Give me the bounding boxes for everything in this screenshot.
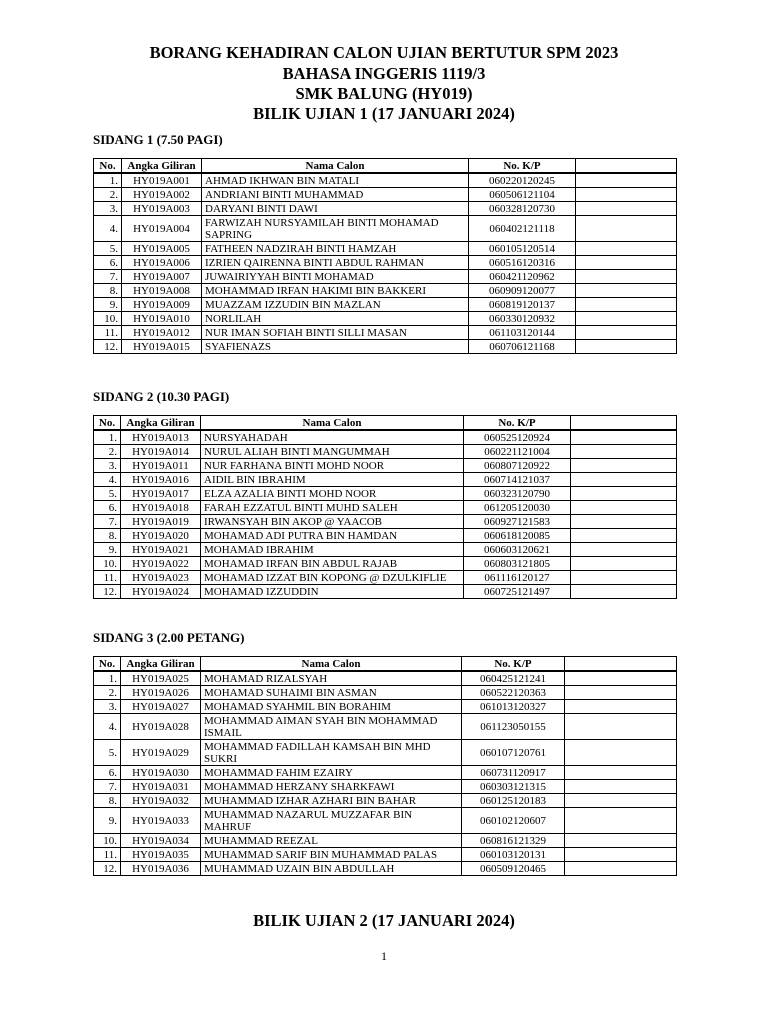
table-row [94,242,676,256]
table-row [94,431,676,445]
room-title: BILIK UJIAN 1 (17 JANUARI 2024) [253,104,515,123]
no-kp: 060323120790 [464,487,571,501]
header-row [94,159,676,174]
header-no-kp: No. K/P [464,416,571,431]
session-2-table [93,415,677,599]
nama-calon: FATHEEN NADZIRAH BINTI HAMZAH [202,242,469,256]
no-kp: 060425121241 [462,672,565,686]
angka-giliran: HY019A018 [121,501,201,515]
header-angka-giliran: Angka Giliran [121,657,201,672]
signature-cell [571,515,676,529]
no-kp: 060105120514 [469,242,576,256]
row-number: 9. [94,543,121,557]
row-number: 6. [94,766,121,780]
table-row [94,515,676,529]
nama-calon: MOHAMAD RIZALSYAH [201,672,462,686]
row-number: 2. [94,686,121,700]
signature-cell [571,431,676,445]
row-number: 3. [94,202,122,216]
angka-giliran: HY019A017 [121,487,201,501]
nama-calon: MOHAMAD IRFAN BIN ABDUL RAJAB [201,557,464,571]
row-number: 5. [94,487,121,501]
no-kp: 060803121805 [464,557,571,571]
nama-calon: NUR FARHANA BINTI MOHD NOOR [201,459,464,473]
no-kp: 060506121104 [469,188,576,202]
signature-cell [565,740,676,766]
signature-cell [576,312,676,326]
signature-cell [571,459,676,473]
angka-giliran: HY019A012 [122,326,202,340]
no-kp: 060402121118 [469,216,576,242]
no-kp: 060421120962 [469,270,576,284]
table-row [94,473,676,487]
table-row [94,326,676,340]
header-angka-giliran: Angka Giliran [122,159,202,174]
no-kp: 060816121329 [462,834,565,848]
no-kp: 060618120085 [464,529,571,543]
nama-calon: NORLILAH [202,312,469,326]
row-number: 2. [94,445,121,459]
row-number: 4. [94,216,122,242]
signature-cell [571,585,676,598]
header-blank [571,416,676,431]
angka-giliran: HY019A032 [121,794,201,808]
table-header [94,159,676,174]
row-number: 9. [94,808,121,834]
table-row [94,487,676,501]
nama-calon: MOHAMAD ADI PUTRA BIN HAMDAN [201,529,464,543]
signature-cell [576,326,676,340]
angka-giliran: HY019A034 [121,834,201,848]
nama-calon: MUHAMMAD IZHAR AZHARI BIN BAHAR [201,794,462,808]
table-header [94,657,676,672]
header-blank [565,657,676,672]
header-no-kp: No. K/P [462,657,565,672]
no-kp: 060330120932 [469,312,576,326]
row-number: 10. [94,557,121,571]
row-number: 3. [94,700,121,714]
nama-calon: NURUL ALIAH BINTI MANGUMMAH [201,445,464,459]
session-3-title: SIDANG 3 (2.00 PETANG) [93,630,245,645]
no-kp: 060819120137 [469,298,576,312]
school-title: SMK BALUNG (HY019) [295,84,473,103]
table-row [94,284,676,298]
nama-calon: MOHAMMAD FAHIM EZAIRY [201,766,462,780]
angka-giliran: HY019A005 [122,242,202,256]
no-kp: 060328120730 [469,202,576,216]
angka-giliran: HY019A007 [122,270,202,284]
table-row [94,202,676,216]
angka-giliran: HY019A016 [121,473,201,487]
table-row [94,834,676,848]
row-number: 3. [94,459,121,473]
no-kp: 060725121497 [464,585,571,598]
signature-cell [571,543,676,557]
signature-cell [576,256,676,270]
nama-calon: SYAFIENAZS [202,340,469,353]
table-row [94,686,676,700]
no-kp: 060303121315 [462,780,565,794]
row-number: 4. [94,714,121,740]
nama-calon: MOHAMAD SYAHMIL BIN BORAHIM [201,700,462,714]
row-number: 1. [94,672,121,686]
no-kp: 061013120327 [462,700,565,714]
header-no: No. [94,416,121,431]
row-number: 5. [94,242,122,256]
nama-calon: FARAH EZZATUL BINTI MUHD SALEH [201,501,464,515]
row-number: 12. [94,862,121,875]
nama-calon: MUHAMMAD REEZAL [201,834,462,848]
row-number: 5. [94,740,121,766]
signature-cell [576,174,676,188]
table-body [94,431,676,598]
table-row [94,312,676,326]
row-number: 1. [94,431,121,445]
nama-calon: NUR IMAN SOFIAH BINTI SILLI MASAN [202,326,469,340]
row-number: 8. [94,284,122,298]
nama-calon: MOHAMAD IZZUDDIN [201,585,464,598]
signature-cell [576,216,676,242]
row-number: 4. [94,473,121,487]
row-number: 12. [94,585,121,598]
no-kp: 060603120621 [464,543,571,557]
table-row [94,672,676,686]
table-row [94,529,676,543]
header-row [94,416,676,431]
row-number: 10. [94,312,122,326]
table-row [94,340,676,353]
signature-cell [576,298,676,312]
angka-giliran: HY019A029 [121,740,201,766]
no-kp: 060125120183 [462,794,565,808]
angka-giliran: HY019A030 [121,766,201,780]
no-kp: 060103120131 [462,848,565,862]
angka-giliran: HY019A026 [121,686,201,700]
nama-calon: MOHAMAD SUHAIMI BIN ASMAN [201,686,462,700]
table-body [94,672,676,875]
row-number: 9. [94,298,122,312]
table-row [94,848,676,862]
table-row [94,459,676,473]
nama-calon: MOHAMMAD HERZANY SHARKFAWI [201,780,462,794]
angka-giliran: HY019A003 [122,202,202,216]
no-kp: 060706121168 [469,340,576,353]
row-number: 6. [94,501,121,515]
signature-cell [565,700,676,714]
header-no: No. [94,159,122,174]
table-row [94,543,676,557]
angka-giliran: HY019A001 [122,174,202,188]
no-kp: 060927121583 [464,515,571,529]
header-blank [576,159,676,174]
angka-giliran: HY019A010 [122,312,202,326]
angka-giliran: HY019A004 [122,216,202,242]
no-kp: 061205120030 [464,501,571,515]
nama-calon: MOHAMMAD AIMAN SYAH BIN MOHAMMAD ISMAIL [201,714,462,740]
room-2-title: BILIK UJIAN 2 (17 JANUARI 2024) [253,911,515,930]
angka-giliran: HY019A035 [121,848,201,862]
nama-calon: MUHAMMAD NAZARUL MUZZAFAR BIN MAHRUF [201,808,462,834]
angka-giliran: HY019A025 [121,672,201,686]
signature-cell [571,473,676,487]
nama-calon: MUHAMMAD UZAIN BIN ABDULLAH [201,862,462,875]
angka-giliran: HY019A011 [121,459,201,473]
nama-calon: IZRIEN QAIRENNA BINTI ABDUL RAHMAN [202,256,469,270]
nama-calon: IRWANSYAH BIN AKOP @ YAACOB [201,515,464,529]
nama-calon: MOHAMAD IBRAHIM [201,543,464,557]
angka-giliran: HY019A033 [121,808,201,834]
row-number: 8. [94,529,121,543]
header-nama-calon: Nama Calon [202,159,469,174]
header-row [94,657,676,672]
header-no-kp: No. K/P [469,159,576,174]
signature-cell [565,808,676,834]
table-row [94,700,676,714]
nama-calon: AIDIL BIN IBRAHIM [201,473,464,487]
table-row [94,270,676,284]
signature-cell [576,340,676,353]
angka-giliran: HY019A021 [121,543,201,557]
table-row [94,794,676,808]
table-row [94,585,676,598]
nama-calon: AHMAD IKHWAN BIN MATALI [202,174,469,188]
signature-cell [565,686,676,700]
no-kp: 060221121004 [464,445,571,459]
session-1-title: SIDANG 1 (7.50 PAGI) [93,132,223,147]
signature-cell [571,529,676,543]
no-kp: 061116120127 [464,571,571,585]
signature-cell [576,202,676,216]
nama-calon: NURSYAHADAH [201,431,464,445]
nama-calon: MUAZZAM IZZUDIN BIN MAZLAN [202,298,469,312]
angka-giliran: HY019A009 [122,298,202,312]
row-number: 7. [94,515,121,529]
no-kp: 061103120144 [469,326,576,340]
angka-giliran: HY019A036 [121,862,201,875]
nama-calon: ELZA AZALIA BINTI MOHD NOOR [201,487,464,501]
no-kp: 061123050155 [462,714,565,740]
signature-cell [571,487,676,501]
row-number: 7. [94,780,121,794]
angka-giliran: HY019A013 [121,431,201,445]
nama-calon: MUHAMMAD SARIF BIN MUHAMMAD PALAS [201,848,462,862]
header-nama-calon: Nama Calon [201,657,462,672]
table-row [94,714,676,740]
no-kp: 060909120077 [469,284,576,298]
table-row [94,256,676,270]
signature-cell [565,780,676,794]
table-row [94,298,676,312]
table-row [94,557,676,571]
no-kp: 060807120922 [464,459,571,473]
signature-cell [565,794,676,808]
nama-calon: JUWAIRIYYAH BINTI MOHAMAD [202,270,469,284]
angka-giliran: HY019A020 [121,529,201,543]
no-kp: 060731120917 [462,766,565,780]
row-number: 2. [94,188,122,202]
nama-calon: MOHAMAD IZZAT BIN KOPONG @ DZULKIFLIE [201,571,464,585]
angka-giliran: HY019A024 [121,585,201,598]
header-nama-calon: Nama Calon [201,416,464,431]
signature-cell [576,242,676,256]
angka-giliran: HY019A014 [121,445,201,459]
no-kp: 060522120363 [462,686,565,700]
signature-cell [576,284,676,298]
table-row [94,188,676,202]
table-row [94,740,676,766]
no-kp: 060102120607 [462,808,565,834]
page-number: 1 [381,949,387,963]
signature-cell [571,571,676,585]
nama-calon: MOHAMMAD FADILLAH KAMSAH BIN MHD SUKRI [201,740,462,766]
signature-cell [576,270,676,284]
angka-giliran: HY019A028 [121,714,201,740]
angka-giliran: HY019A019 [121,515,201,529]
table-row [94,571,676,585]
signature-cell [565,848,676,862]
angka-giliran: HY019A015 [122,340,202,353]
nama-calon: DARYANI BINTI DAWI [202,202,469,216]
session-2-title: SIDANG 2 (10.30 PAGI) [93,389,230,404]
session-3-table [93,656,677,876]
row-number: 7. [94,270,122,284]
table-row [94,445,676,459]
signature-cell [565,672,676,686]
session-1-table [93,158,677,354]
table-row [94,780,676,794]
signature-cell [571,445,676,459]
table-row [94,216,676,242]
row-number: 11. [94,571,121,585]
table-row [94,766,676,780]
header-no: No. [94,657,121,672]
table-row [94,174,676,188]
angka-giliran: HY019A027 [121,700,201,714]
signature-cell [565,862,676,875]
angka-giliran: HY019A006 [122,256,202,270]
no-kp: 060220120245 [469,174,576,188]
angka-giliran: HY019A023 [121,571,201,585]
no-kp: 060516120316 [469,256,576,270]
table-body [94,174,676,353]
signature-cell [571,557,676,571]
nama-calon: MOHAMMAD IRFAN HAKIMI BIN BAKKERI [202,284,469,298]
signature-cell [565,714,676,740]
signature-cell [565,834,676,848]
row-number: 11. [94,326,122,340]
signature-cell [576,188,676,202]
row-number: 8. [94,794,121,808]
row-number: 10. [94,834,121,848]
header-angka-giliran: Angka Giliran [121,416,201,431]
no-kp: 060714121037 [464,473,571,487]
table-header [94,416,676,431]
form-title: BORANG KEHADIRAN CALON UJIAN BERTUTUR SPM 2023 [149,43,619,62]
angka-giliran: HY019A008 [122,284,202,298]
row-number: 1. [94,174,122,188]
table-row [94,808,676,834]
row-number: 12. [94,340,122,353]
angka-giliran: HY019A022 [121,557,201,571]
no-kp: 060107120761 [462,740,565,766]
subject-title: BAHASA INGGERIS 1119/3 [282,64,486,83]
table-row [94,501,676,515]
nama-calon: ANDRIANI BINTI MUHAMMAD [202,188,469,202]
no-kp: 060525120924 [464,431,571,445]
signature-cell [565,766,676,780]
signature-cell [571,501,676,515]
angka-giliran: HY019A002 [122,188,202,202]
table-row [94,862,676,875]
row-number: 11. [94,848,121,862]
angka-giliran: HY019A031 [121,780,201,794]
nama-calon: FARWIZAH NURSYAMILAH BINTI MOHAMAD SAPRING [202,216,469,242]
row-number: 6. [94,256,122,270]
no-kp: 060509120465 [462,862,565,875]
